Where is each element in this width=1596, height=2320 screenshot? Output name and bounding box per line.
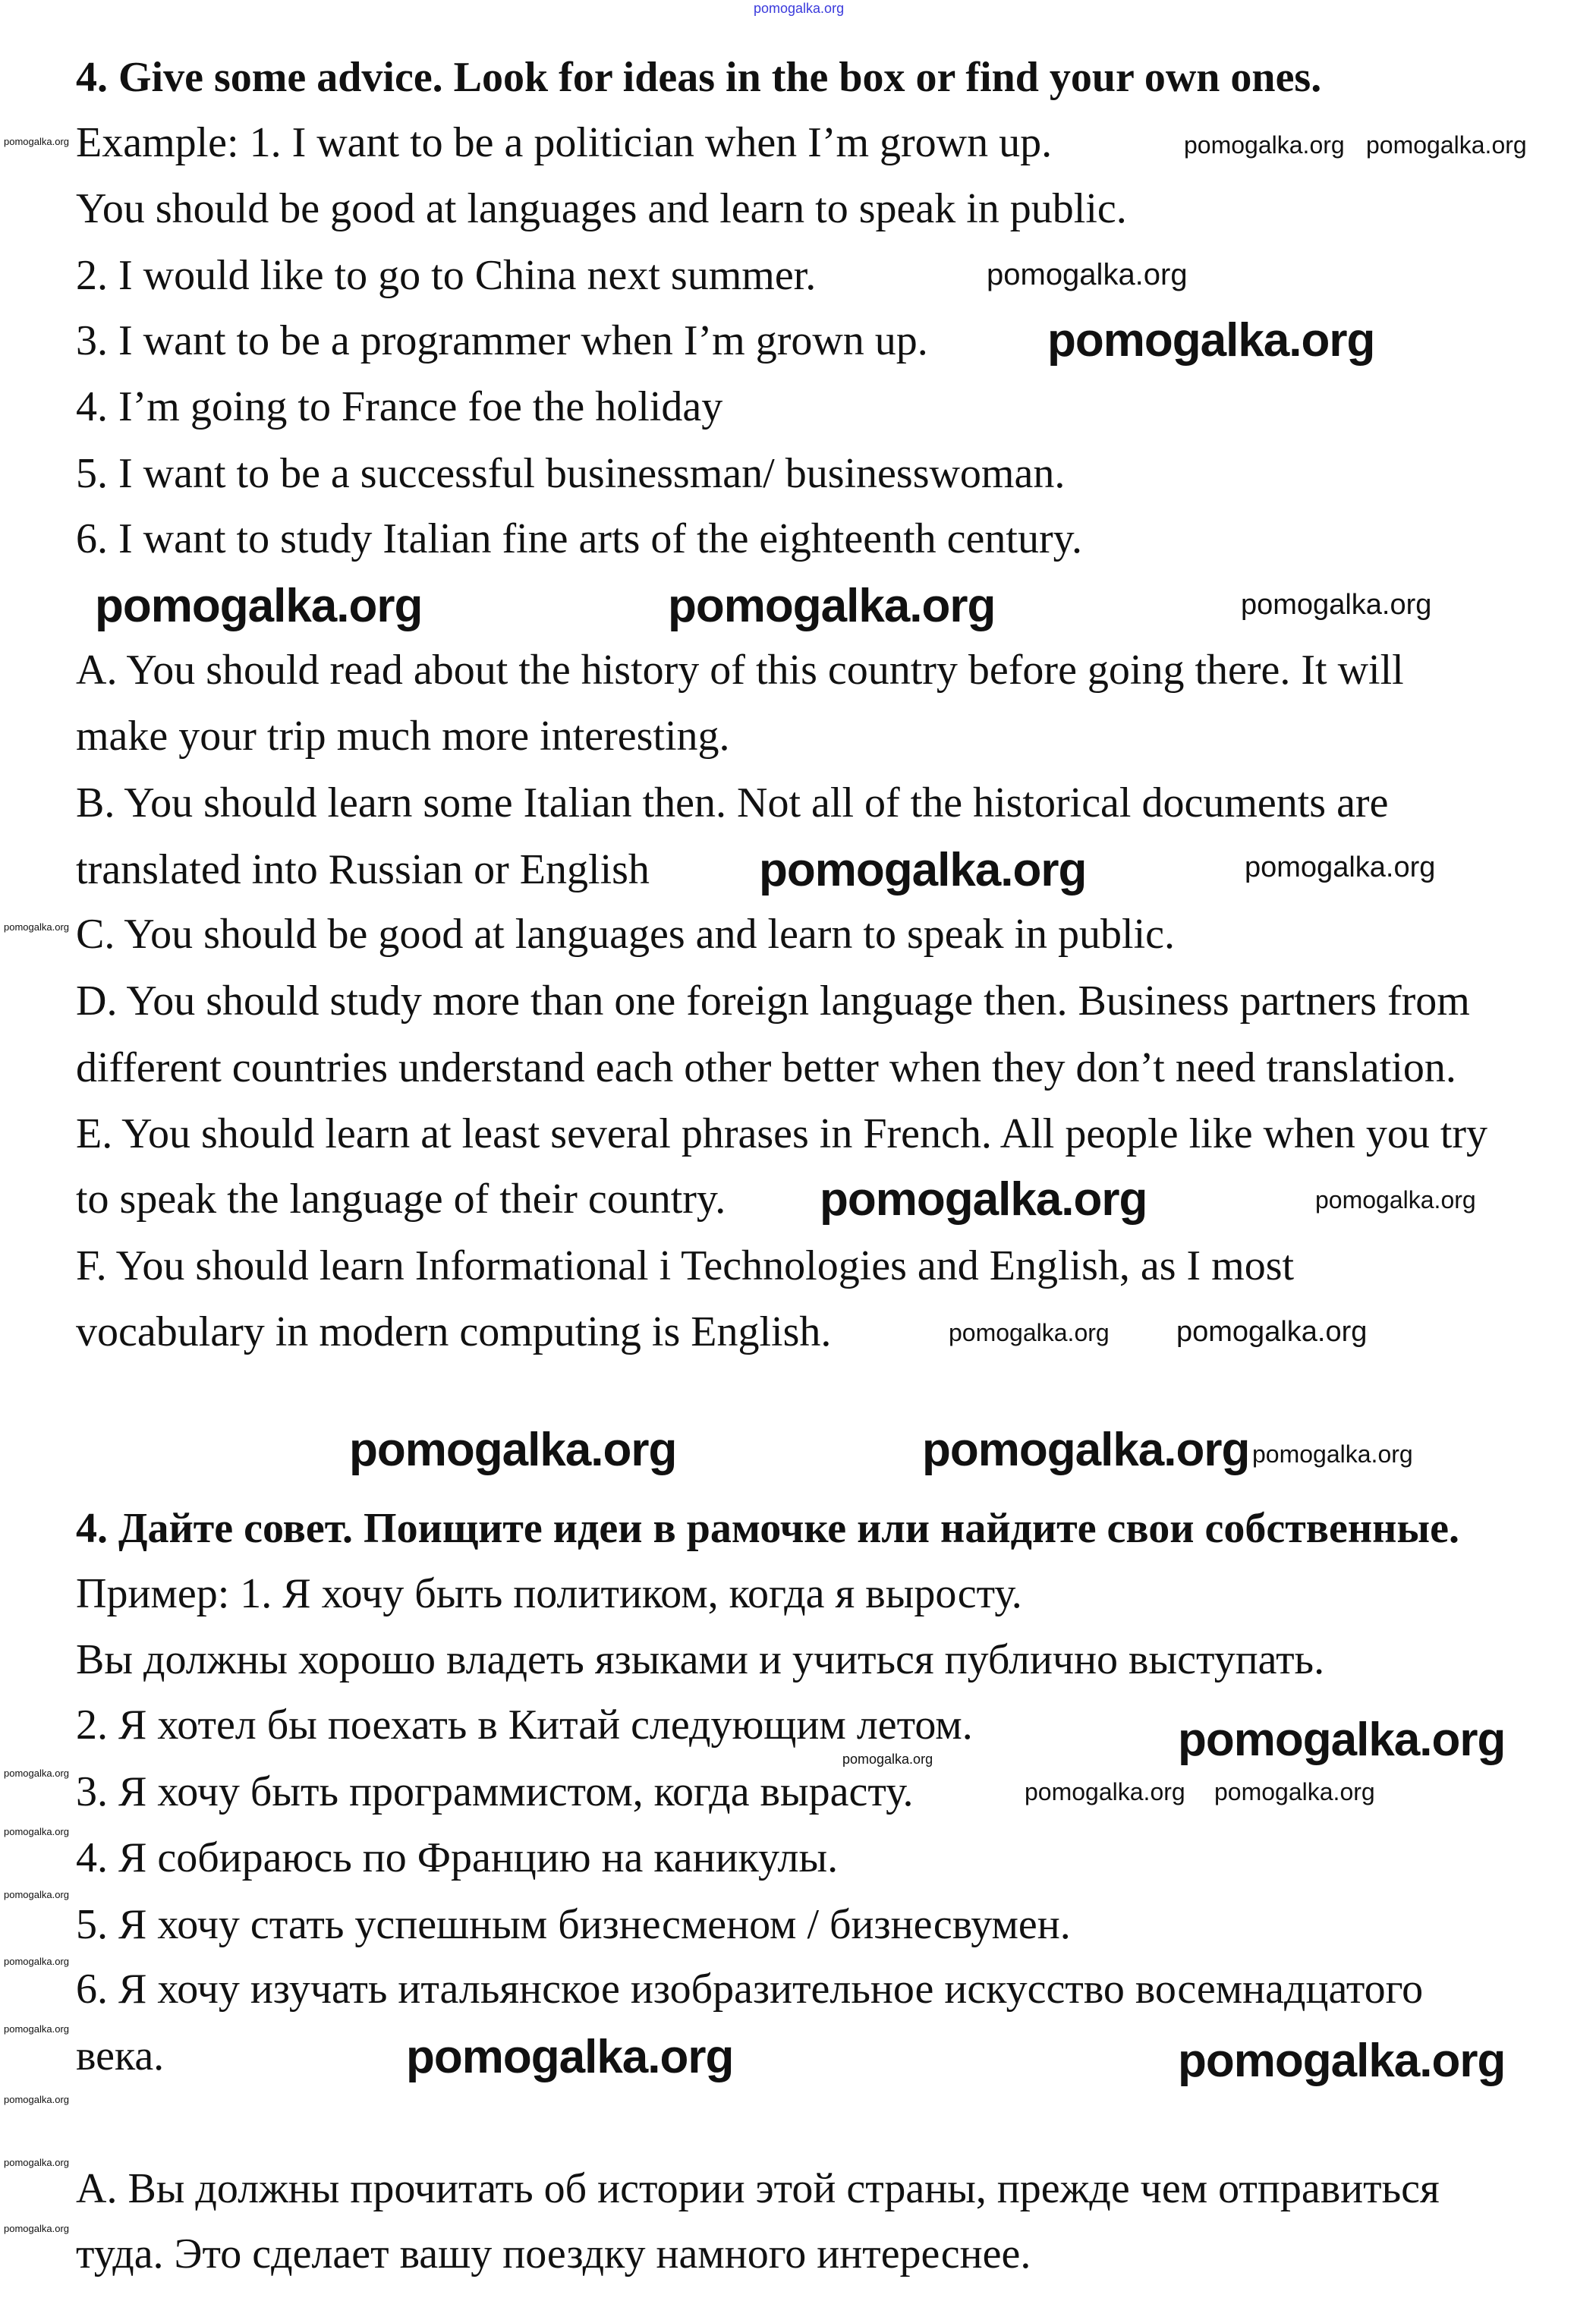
- watermark: pomogalka.org: [842, 1752, 933, 1767]
- text-line: A. You should read about the history of this country before going there. It will: [76, 647, 1404, 694]
- text-line: 5. I want to be a successful businessman/ businesswoman.: [76, 450, 1066, 497]
- watermark: pomogalka.org: [4, 2023, 69, 2035]
- text-line: 5. Я хочу стать успешным бизнесменом / бизнесвумен.: [76, 1901, 1071, 1948]
- watermark: pomogalka.org: [1178, 1714, 1506, 1766]
- text-line: 2. I would like to go to China next summer.: [76, 252, 817, 299]
- text-line: F. You should learn Informational i Technologies and English, as I most: [76, 1242, 1295, 1289]
- english-title: 4. Give some advice. Look for ideas in the box or find your own ones.: [76, 54, 1322, 101]
- text-line: 3. Я хочу быть программистом, когда вырасту.: [76, 1768, 914, 1815]
- watermark: pomogalka.org: [95, 580, 423, 632]
- text-line: B. You should learn some Italian then. Not all of the historical documents are: [76, 779, 1389, 826]
- watermark: pomogalka.org: [759, 844, 1087, 896]
- text-line: 2. Я хотел бы поехать в Китай следующим летом.: [76, 1701, 973, 1749]
- watermark: pomogalka.org: [4, 921, 69, 933]
- text-line: века.: [76, 2032, 165, 2079]
- watermark: pomogalka.org: [668, 580, 996, 632]
- text-line: C. You should be good at languages and learn to speak in public.: [76, 911, 1176, 958]
- watermark: pomogalka.org: [1047, 314, 1375, 367]
- watermark: pomogalka.org: [4, 1826, 69, 1837]
- text-line: 3. I want to be a programmer when I’m grown up.: [76, 317, 928, 364]
- text-line: Пример: 1. Я хочу быть политиком, когда я выросту.: [76, 1570, 1022, 1617]
- watermark: pomogalka.org: [1178, 2035, 1506, 2087]
- watermark: pomogalka.org: [349, 1424, 677, 1476]
- text-line: 4. I’m going to France foe the holiday: [76, 383, 723, 430]
- watermark: pomogalka.org: [1315, 1186, 1476, 1214]
- watermark: pomogalka.org: [949, 1319, 1110, 1346]
- watermark: pomogalka.org: [1214, 1778, 1375, 1805]
- watermark: pomogalka.org: [1245, 852, 1436, 883]
- text-line: Example: 1. I want to be a politician when I’m grown up.: [76, 119, 1053, 166]
- text-line: D. You should study more than one foreign language then. Business partners from: [76, 977, 1470, 1025]
- text-line: vocabulary in modern computing is English.: [76, 1308, 832, 1355]
- watermark: pomogalka.org: [4, 1889, 69, 1900]
- text-line: 6. Я хочу изучать итальянское изобразительное искусство восемнадцатого: [76, 1966, 1424, 2013]
- watermark: pomogalka.org: [987, 258, 1188, 291]
- text-line: make your trip much more interesting.: [76, 713, 730, 760]
- text-line: 4. Я собираюсь по Францию на каникулы.: [76, 1834, 839, 1881]
- watermark: pomogalka.org: [1366, 131, 1527, 159]
- watermark: pomogalka.org: [1252, 1440, 1413, 1468]
- text-line: to speak the language of their country.: [76, 1176, 726, 1223]
- watermark: pomogalka.org: [4, 1956, 69, 1967]
- watermark: pomogalka.org: [4, 1768, 69, 1779]
- text-line: translated into Russian or English: [76, 846, 650, 893]
- text-line: 6. I want to study Italian fine arts of the eighteenth century.: [76, 515, 1082, 562]
- watermark: pomogalka.org: [1176, 1316, 1368, 1348]
- text-line: You should be good at languages and learn to speak in public.: [76, 185, 1127, 232]
- watermark: pomogalka.org: [406, 2031, 734, 2083]
- text-line: E. You should learn at least several phrases in French. All people like when you try: [76, 1110, 1488, 1157]
- watermark: pomogalka.org: [4, 2223, 69, 2234]
- watermark: pomogalka.org: [4, 2157, 69, 2168]
- text-line: different countries understand each other better when they don’t need translation.: [76, 1044, 1456, 1091]
- watermark: pomogalka.org: [922, 1424, 1250, 1476]
- text-line: Вы должны хорошо владеть языками и учиться публично выступать.: [76, 1636, 1325, 1683]
- text-line: А. Вы должны прочитать об истории этой страны, прежде чем отправиться: [76, 2165, 1440, 2212]
- watermark: pomogalka.org: [1241, 589, 1432, 621]
- text-line: туда. Это сделает вашу поездку намного интереснее.: [76, 2230, 1031, 2278]
- watermark: pomogalka.org: [754, 1, 845, 16]
- watermark: pomogalka.org: [820, 1173, 1147, 1226]
- watermark: pomogalka.org: [1184, 131, 1345, 159]
- watermark: pomogalka.org: [1025, 1778, 1185, 1805]
- russian-title: 4. Дайте совет. Поищите идеи в рамочке или найдите свои собственные.: [76, 1505, 1459, 1552]
- watermark: pomogalka.org: [4, 136, 69, 147]
- watermark: pomogalka.org: [4, 2094, 69, 2105]
